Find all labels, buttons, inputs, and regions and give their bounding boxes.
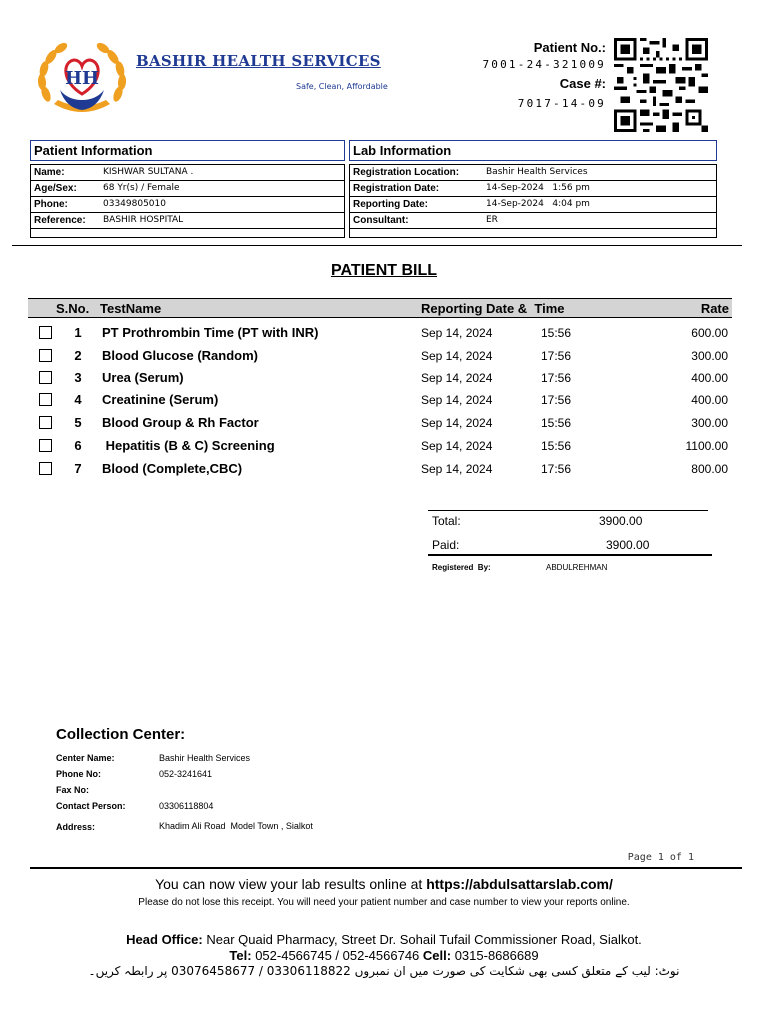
collection-center-title: Collection Center: (56, 726, 186, 743)
patient-phone-label: Phone: (34, 199, 68, 210)
table-row (28, 437, 732, 457)
row-time: 15:56 (541, 416, 572, 430)
row-checkbox[interactable] (39, 326, 52, 339)
row-rate: 600.00 (691, 326, 728, 340)
row-date: Sep 14, 2024 (421, 416, 493, 430)
table-row (28, 347, 732, 367)
cc-phone-label: Phone No: (56, 769, 101, 779)
table-row (28, 460, 732, 480)
head-office-line (0, 932, 768, 947)
row-checkbox[interactable] (39, 462, 52, 475)
row-rate: 400.00 (691, 393, 728, 407)
row-sno: 5 (74, 415, 82, 430)
row-time: 17:56 (541, 393, 572, 407)
row-date: Sep 14, 2024 (421, 462, 493, 476)
cc-fax-label: Fax No: (56, 785, 90, 795)
lab-repdate-row (350, 197, 716, 213)
cc-name-value: Bashir Health Services (159, 753, 251, 763)
row-checkbox[interactable] (39, 371, 52, 384)
lab-regdate-value: 14-Sep-2024 1:56 pm (486, 183, 590, 193)
lab-repdate-label: Reporting Date: (353, 199, 428, 210)
row-sno: 4 (74, 392, 82, 407)
paid-value: 3900.00 (606, 538, 650, 552)
patient-name-label: Name: (34, 167, 65, 178)
row-date: Sep 14, 2024 (421, 393, 493, 407)
bill-title (0, 262, 768, 280)
col-rate: Rate (700, 301, 729, 316)
lab-location-label: Registration Location: (353, 167, 460, 178)
online-results-link[interactable]: https://abdulsattarslab.com/ (426, 876, 613, 892)
patient-reference-label: Reference: (34, 215, 86, 226)
brand-logo-icon (32, 38, 132, 118)
receipt-note: Please do not lose this receipt. You will need your patient number and case number to view your reports online. (138, 897, 630, 908)
svg-text:HH: HH (64, 68, 100, 89)
paid-label: Paid: (432, 538, 460, 552)
row-time: 17:56 (541, 462, 572, 476)
patient-phone-row (31, 197, 344, 213)
row-time: 17:56 (541, 349, 572, 363)
case-no-value: 7017-14-09 (517, 97, 606, 110)
row-rate: 400.00 (691, 371, 728, 385)
footer-divider (30, 867, 742, 869)
row-checkbox[interactable] (39, 349, 52, 362)
cc-address-value: Khadim Ali Road Model Town , Sialkot (159, 821, 313, 831)
head-office-label: Head Office: (126, 932, 203, 947)
lab-location-row (350, 165, 716, 181)
cc-contact-value: 03306118804 (159, 801, 214, 811)
bill-table-header (28, 298, 732, 318)
lab-regdate-row (350, 181, 716, 197)
total-label: Total: (432, 514, 461, 528)
lab-info-box (349, 164, 717, 238)
totals-top-line (428, 510, 708, 511)
row-test-name: PT Prothrombin Time (PT with INR) (102, 325, 319, 340)
row-test-name: Hepatitis (B & C) Screening (102, 438, 275, 453)
cc-phone-value: 052-3241641 (159, 769, 213, 779)
qr-code-icon (614, 38, 708, 132)
row-sno: 1 (74, 325, 82, 340)
online-results-text: You can now view your lab results online at (155, 876, 427, 892)
brand-tagline: Safe, Clean, Affordable (296, 82, 388, 91)
row-time: 15:56 (541, 326, 572, 340)
tel-label: Tel: (229, 948, 252, 963)
row-sno: 6 (74, 438, 82, 453)
lab-consultant-label: Consultant: (353, 215, 409, 226)
lab-consultant-row (350, 213, 716, 229)
total-value: 3900.00 (599, 514, 643, 528)
row-time: 15:56 (541, 439, 572, 453)
table-row (28, 391, 732, 411)
patient-reference-row (31, 213, 344, 229)
row-time: 17:56 (541, 371, 572, 385)
patient-agesex-value: 68 Yr(s) / Female (103, 183, 180, 193)
lab-repdate-value: 14-Sep-2024 4:04 pm (486, 199, 590, 209)
patient-agesex-row (31, 181, 344, 197)
registered-by-label: Registered By: (432, 563, 491, 572)
row-rate: 1100.00 (685, 439, 728, 453)
page-number: Page 1 of 1 (627, 852, 694, 863)
lab-location-value: Bashir Health Services (486, 167, 588, 177)
row-sno: 7 (74, 461, 82, 476)
cell-value: 0315-8686689 (451, 948, 539, 963)
cell-label: Cell: (422, 948, 452, 963)
patient-agesex-label: Age/Sex: (34, 183, 77, 194)
row-test-name: Urea (Serum) (102, 370, 184, 385)
row-test-name: Blood (Complete,CBC) (102, 461, 243, 476)
col-sno: S.No. (56, 301, 90, 316)
patient-info-box (30, 164, 345, 238)
patient-phone-value: 03349805010 (103, 199, 166, 209)
row-test-name: Blood Glucose (Random) (102, 348, 258, 363)
patient-reference-value: BASHIR HOSPITAL (103, 215, 184, 225)
contact-line (0, 948, 768, 963)
lab-info-header: Lab Information (349, 140, 717, 161)
patient-name-row (31, 165, 344, 181)
table-row (28, 369, 732, 389)
row-checkbox[interactable] (39, 416, 52, 429)
registered-by-value: ABDULREHMAN (546, 563, 608, 572)
table-row (28, 414, 732, 434)
row-test-name: Creatinine (Serum) (102, 392, 219, 407)
online-results-line (0, 876, 768, 892)
cc-contact-label: Contact Person: (56, 801, 126, 811)
row-checkbox[interactable] (39, 393, 52, 406)
lab-consultant-value: ER (486, 215, 498, 225)
table-row (28, 324, 732, 344)
row-rate: 300.00 (691, 416, 728, 430)
header-divider (12, 245, 742, 246)
totals-bottom-line (428, 554, 712, 556)
tel-value: 052-4566745 / 052-4566746 (251, 948, 423, 963)
row-sno: 2 (74, 348, 82, 363)
cc-name-label: Center Name: (56, 753, 115, 763)
row-date: Sep 14, 2024 (421, 371, 493, 385)
patient-name-value: KISHWAR SULTANA . (103, 167, 194, 177)
patient-info-header: Patient Information (30, 140, 345, 161)
row-sno: 3 (74, 370, 82, 385)
patient-no-value: 7001-24-321009 (482, 58, 606, 71)
cc-address-label: Address: (56, 822, 96, 832)
case-no-label: Case #: (559, 76, 606, 91)
row-rate: 300.00 (691, 349, 728, 363)
patient-no-label: Patient No.: (533, 40, 606, 55)
row-checkbox[interactable] (39, 439, 52, 452)
col-testname: TestName (100, 301, 162, 316)
row-date: Sep 14, 2024 (421, 439, 493, 453)
row-date: Sep 14, 2024 (421, 326, 493, 340)
lab-regdate-label: Registration Date: (353, 183, 440, 194)
urdu-complaint-note: نوٹ: لیب کے متعلق کسی بھی شکایت کی صورت میں ان نمبروں 03306118822 / 03076458677 پر رابطہ کریں۔ (88, 964, 680, 978)
brand-name: BASHIR HEALTH SERVICES (136, 52, 381, 70)
row-test-name: Blood Group & Rh Factor (102, 415, 259, 430)
row-rate: 800.00 (691, 462, 728, 476)
col-reporting: Reporting Date & Time (421, 301, 565, 316)
head-office-address: Near Quaid Pharmacy, Street Dr. Sohail Tufail Commissioner Road, Sialkot. (202, 932, 642, 947)
row-date: Sep 14, 2024 (421, 349, 493, 363)
bill-title-text: PATIENT BILL (330, 262, 438, 279)
